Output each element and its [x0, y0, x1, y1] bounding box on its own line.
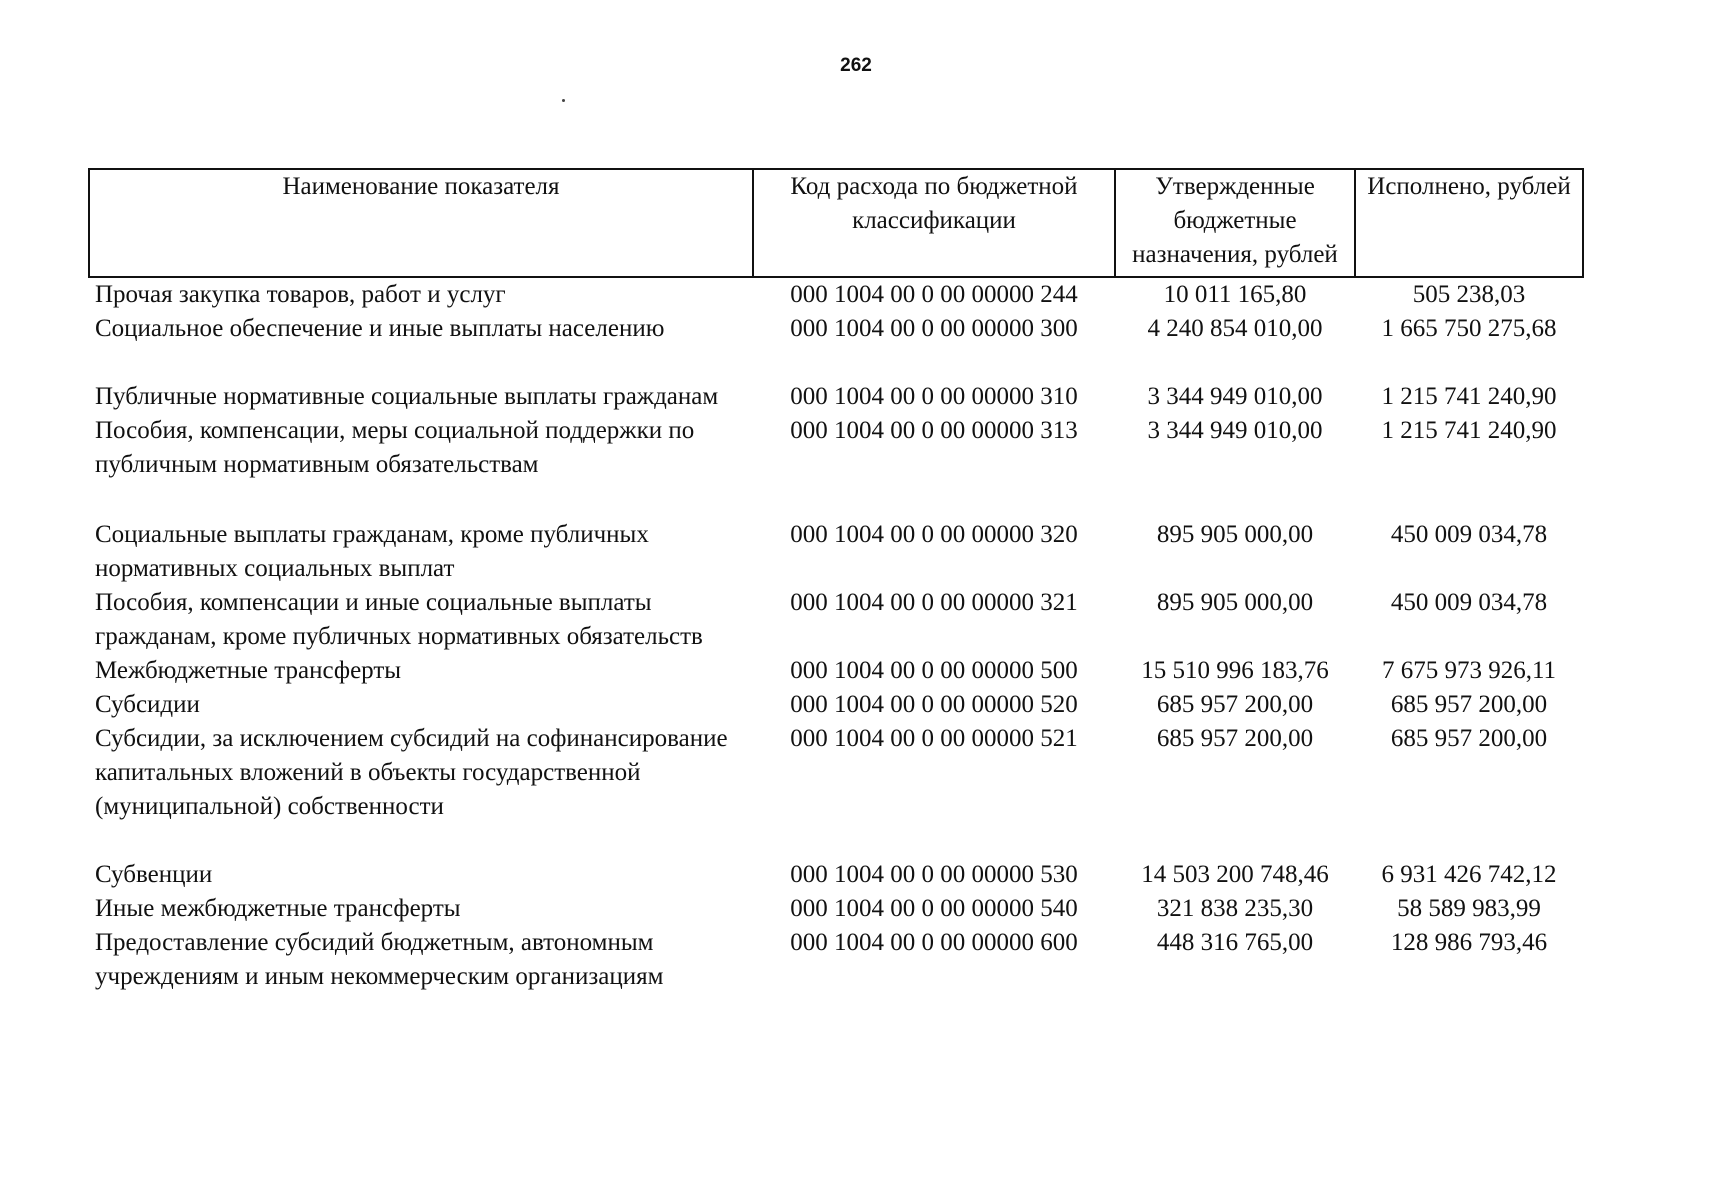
row-code: 000 1004 00 0 00 00000 321 [790, 589, 1078, 616]
row-approved: 10 011 165,80 [1163, 281, 1307, 308]
row-approved: 15 510 996 183,76 [1141, 657, 1329, 684]
row-code: 000 1004 00 0 00 00000 600 [790, 929, 1078, 956]
row-name: Публичные нормативные социальные выплаты гражданам [95, 383, 719, 410]
table-header [89, 169, 1583, 277]
row-executed: 58 589 983,99 [1397, 895, 1541, 922]
row-approved: 448 316 765,00 [1156, 929, 1314, 956]
page-number: 262 [840, 55, 872, 76]
row-name: Пособия, компенсации и иные социальные выплаты гражданам, кроме публичных нормативных обязательств [95, 589, 703, 650]
table-row [89, 312, 1583, 380]
row-code: 000 1004 00 0 00 00000 540 [790, 895, 1078, 922]
table-row [89, 586, 1583, 654]
row-executed: 685 957 200,00 [1390, 691, 1548, 718]
row-name: Субсидии [95, 691, 200, 718]
row-code: 000 1004 00 0 00 00000 244 [790, 281, 1078, 308]
row-approved: 685 957 200,00 [1156, 691, 1314, 718]
row-name: Межбюджетные трансферты [95, 657, 402, 684]
table-row [89, 926, 1583, 994]
table-row [89, 892, 1583, 926]
row-code: 000 1004 00 0 00 00000 530 [790, 861, 1078, 888]
row-executed: 128 986 793,46 [1390, 929, 1548, 956]
row-name: Пособия, компенсации, меры социальной поддержки по публичным нормативным обязательствам [95, 417, 695, 478]
header-indicator-name: Наименование показателя [89, 169, 753, 277]
row-approved: 321 838 235,30 [1156, 895, 1314, 922]
table-row [89, 654, 1583, 688]
header-approved: Утвержденные бюджетные назначения, рублей [1115, 169, 1355, 277]
row-name: Субвенции [95, 861, 213, 888]
row-code: 000 1004 00 0 00 00000 521 [790, 725, 1078, 752]
table-row [89, 858, 1583, 892]
row-approved: 895 905 000,00 [1156, 589, 1314, 616]
row-approved: 14 503 200 748,46 [1141, 861, 1329, 888]
row-code: 000 1004 00 0 00 00000 300 [790, 315, 1078, 342]
row-name: Иные межбюджетные трансферты [95, 895, 461, 922]
header-executed: Исполнено, рублей [1355, 169, 1583, 277]
table-row [89, 277, 1583, 312]
row-executed: 685 957 200,00 [1390, 725, 1548, 752]
row-name: Социальное обеспечение и иные выплаты населению [95, 315, 665, 342]
row-approved: 685 957 200,00 [1156, 725, 1314, 752]
row-executed: 505 238,03 [1412, 281, 1526, 308]
row-executed: 1 215 741 240,90 [1381, 417, 1557, 444]
table-row [89, 688, 1583, 722]
row-approved: 4 240 854 010,00 [1147, 315, 1323, 342]
table-row [89, 722, 1583, 858]
row-name: Прочая закупка товаров, работ и услуг [95, 281, 506, 308]
row-executed: 1 665 750 275,68 [1381, 315, 1557, 342]
row-code: 000 1004 00 0 00 00000 310 [790, 383, 1078, 410]
row-approved: 895 905 000,00 [1156, 521, 1314, 548]
budget-table [88, 168, 1584, 994]
table-row [89, 380, 1583, 414]
row-name: Субсидии, за исключением субсидий на софинансирование капитальных вложений в объекты государственной (муниципальной) собственности [95, 725, 728, 820]
row-code: 000 1004 00 0 00 00000 313 [790, 417, 1078, 444]
header-budget-code: Код расхода по бюджетной классификации [753, 169, 1115, 277]
row-name: Предоставление субсидий бюджетным, автономным учреждениям и иным некоммерческим организациям [95, 929, 664, 990]
row-approved: 3 344 949 010,00 [1147, 417, 1323, 444]
row-executed: 1 215 741 240,90 [1381, 383, 1557, 410]
row-executed: 450 009 034,78 [1390, 521, 1548, 548]
row-executed: 6 931 426 742,12 [1381, 861, 1557, 888]
scan-speck [562, 99, 565, 102]
row-executed: 7 675 973 926,11 [1381, 657, 1557, 684]
row-name: Социальные выплаты гражданам, кроме публичных нормативных социальных выплат [95, 521, 649, 582]
row-code: 000 1004 00 0 00 00000 320 [790, 521, 1078, 548]
table-row [89, 518, 1583, 586]
table-row [89, 414, 1583, 518]
row-executed: 450 009 034,78 [1390, 589, 1548, 616]
row-code: 000 1004 00 0 00 00000 520 [790, 691, 1078, 718]
row-code: 000 1004 00 0 00 00000 500 [790, 657, 1078, 684]
row-approved: 3 344 949 010,00 [1147, 383, 1323, 410]
